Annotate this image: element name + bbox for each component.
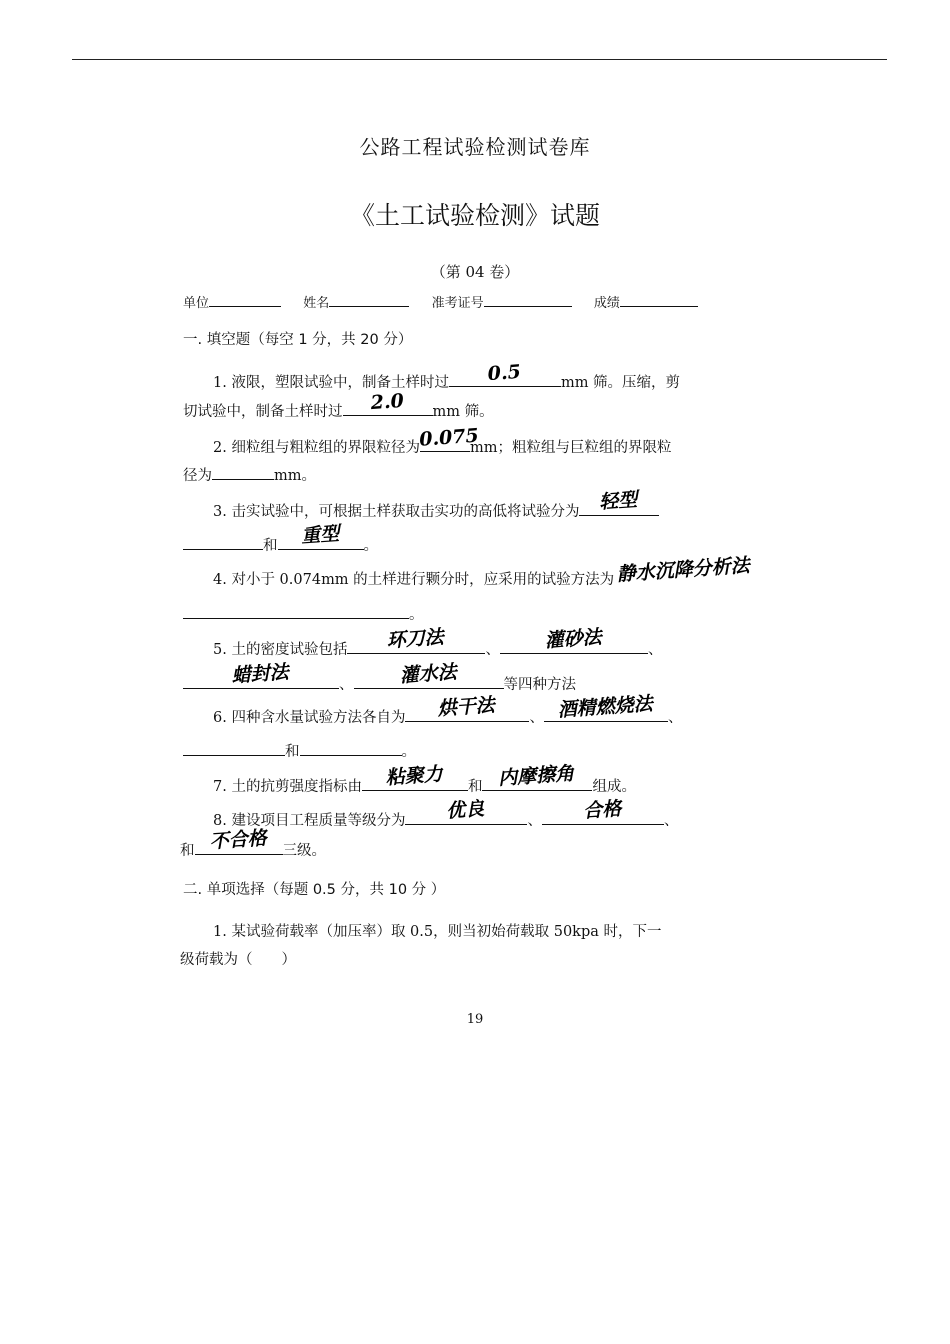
s2-q1-line1: 1. 某试验荷载率（加压率）取 0.5，则当初始荷载取 50kpa 时，下一 [213, 924, 662, 940]
q8-line2: 和 不合格 三级。 [180, 827, 326, 859]
q1-line2: 切试验中，制备土样时过 2.0 mm 筛。 [183, 389, 494, 420]
q5-blank2[interactable]: 灌砂法 [500, 637, 648, 654]
q6-line1: 6. 四种含水量试验方法各自为 烘干法 、 酒精燃烧法 、 [213, 692, 683, 726]
q5-blank3[interactable]: 蜡封法 [183, 672, 339, 689]
q4-blank[interactable]: 静水沉降分析法 [616, 554, 751, 586]
q8-blank3[interactable]: 不合格 [195, 838, 283, 855]
q2-line2: 径为 mm。 [183, 463, 316, 485]
q8-blank1[interactable]: 优良 [405, 808, 527, 825]
q2-blank2[interactable] [212, 463, 274, 480]
q3-blank2[interactable]: 重型 [278, 533, 364, 550]
q6-line2: 和 。 [183, 739, 416, 761]
q8-blank2[interactable]: 合格 [542, 808, 664, 825]
q7-blank1[interactable]: 粘聚力 [362, 774, 468, 791]
q3-line1: 3. 击实试验中，可根据土样获取击实功的高低将试验分为 轻型 [213, 499, 659, 521]
unit-field[interactable] [209, 293, 281, 307]
header-rule [72, 59, 887, 60]
q2-line1: 2. 细粒组与粗粒组的界限粒径为 0.075 mm；粗粒组与巨粒组的界限粒 [213, 424, 672, 456]
section1-heading: 一. 填空题（每空 1 分，共 20 分） [183, 332, 413, 348]
score-label: 成绩 [593, 296, 620, 311]
q8-line1: 8. 建设项目工程质量等级分为 优良 、 合格 、 [213, 797, 679, 829]
q5-blank4[interactable]: 灌水法 [354, 672, 504, 689]
q5-line2: 蜡封法 、 灌水法 等四种方法 [183, 672, 576, 694]
q1-blank1[interactable]: 0.5 [449, 370, 561, 387]
q2-blank1[interactable]: 0.075 [418, 424, 480, 451]
exam-no-label: 准考证号 [431, 296, 484, 311]
q6-blank3[interactable] [183, 739, 285, 756]
score-field[interactable] [620, 293, 698, 307]
q5-blank1[interactable]: 环刀法 [347, 637, 485, 654]
q5-line1: 5. 土的密度试验包括 环刀法 、 灌砂法 、 [213, 626, 663, 658]
exam-title: 《土工试验检测》试题 [349, 201, 600, 230]
q7-line: 7. 土的抗剪强度指标由 粘聚力 和 内摩擦角 组成。 [213, 762, 636, 795]
q3-blank1[interactable]: 轻型 [579, 499, 659, 516]
exam-no-field[interactable] [484, 293, 572, 307]
section2-heading: 二. 单项选择（每题 0.5 分，共 10 分 ） [183, 882, 446, 898]
q7-blank2[interactable]: 内摩擦角 [482, 774, 592, 791]
exam-library-title: 公路工程试验检测试卷库 [359, 135, 591, 159]
q4-blank-cont [183, 602, 409, 619]
page-number: 19 [466, 1012, 484, 1027]
q4-line1: 4. 对小于 0.074mm 的土样进行颗分时，应采用的试验方法为 静水沉降分析法 [213, 568, 754, 589]
q3-blank1-cont [183, 533, 263, 550]
name-field[interactable] [329, 293, 409, 307]
q6-blank1[interactable]: 烘干法 [405, 705, 529, 722]
q4-line2: 。 [183, 602, 424, 624]
q6-blank4[interactable] [300, 739, 402, 756]
s2-q1-line2: 级荷载为（ ） [180, 952, 296, 968]
unit-label: 单位 [183, 296, 210, 311]
q1-line1: 1. 液限，塑限试验中，制备土样时过 0.5 mm 筛。压缩，剪 [213, 360, 681, 391]
candidate-info-row [183, 292, 698, 311]
q1-blank2[interactable]: 2.0 [343, 399, 433, 416]
q3-line2: 和 重型 。 [183, 533, 378, 555]
name-label: 姓名 [303, 296, 330, 311]
q6-blank2[interactable]: 酒精燃烧法 [544, 705, 668, 722]
volume-label: （第 04 卷） [430, 263, 520, 281]
